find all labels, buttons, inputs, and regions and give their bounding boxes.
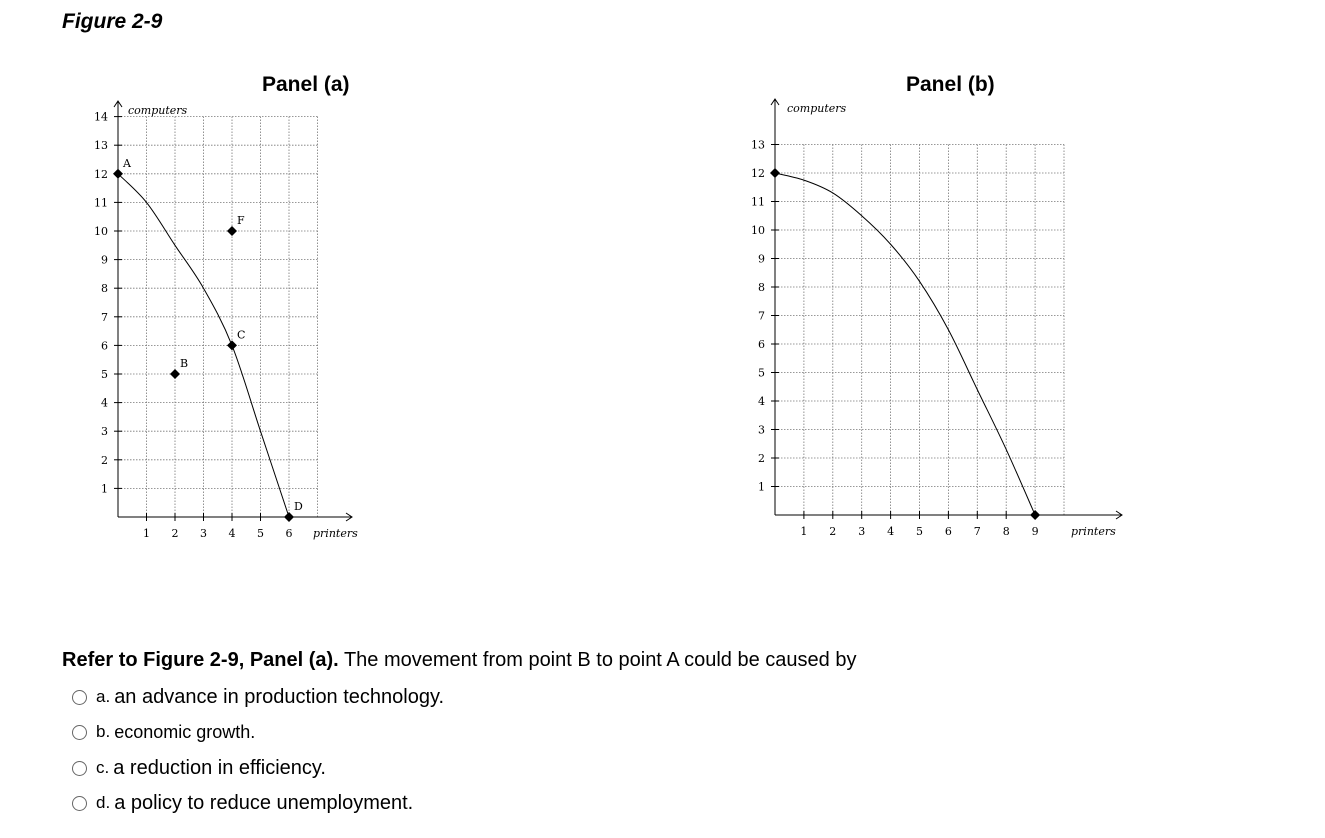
option-letter: a. [96,687,111,706]
x-tick-label: 2 [171,527,179,540]
point-label-b: B [180,357,189,370]
question-text [62,649,856,672]
y-tick-label: 9 [758,252,765,266]
y-tick-label: 8 [101,282,108,296]
y-tick-label: 7 [101,310,108,324]
data-point-diamond [1030,510,1040,520]
panel-a-chart [94,101,358,540]
y-tick-label: 12 [94,167,108,181]
option-d[interactable] [72,790,413,816]
option-a[interactable] [72,684,444,710]
option-text: an advance in production technology. [114,685,445,708]
panel-b-title: Panel (b) [906,73,995,96]
data-point-diamond [227,340,237,350]
y-tick-label: 11 [751,195,765,209]
option-letter: c. [96,758,110,777]
x-tick-label: 1 [800,525,808,538]
y-tick-label: 1 [101,482,108,496]
panel-a-title: Panel (a) [262,73,350,96]
point-label-f: F [237,214,245,227]
data-point-diamond [170,369,180,379]
point-label-d: D [294,500,303,513]
y-axis-label: computers [787,102,847,115]
y-tick-label: 13 [94,139,108,153]
x-tick-label: 8 [1002,525,1010,538]
option-c[interactable] [72,755,326,781]
y-tick-label: 13 [751,138,765,152]
y-tick-label: 1 [758,480,765,494]
question-body: The movement from point B to point A could be caused by [343,649,857,671]
figure-title: Figure 2-9 [62,10,163,33]
x-tick-label: 6 [944,525,952,538]
y-tick-label: 14 [94,110,108,124]
y-tick-label: 6 [101,339,108,353]
option-text: a policy to reduce unemployment. [114,791,414,814]
x-tick-label: 7 [973,525,981,538]
radio-button-icon[interactable] [72,690,87,705]
x-tick-label: 2 [829,525,837,538]
y-tick-label: 3 [101,425,108,439]
data-point-diamond [284,512,294,522]
option-text: a reduction in efficiency. [113,756,326,779]
x-tick-label: 4 [228,527,236,540]
data-point-diamond [770,168,780,178]
option-letter: b. [96,722,111,741]
x-tick-label: 3 [858,525,866,538]
question-lead: Refer to Figure 2-9, Panel (a). [62,649,339,671]
point-label-a: A [123,156,131,170]
x-tick-label: 9 [1031,525,1039,538]
y-tick-label: 5 [101,368,108,381]
radio-button-icon[interactable] [72,761,87,776]
x-tick-label: 5 [257,527,264,540]
y-tick-label: 5 [758,366,765,380]
x-axis-label: printers [1071,525,1116,538]
y-tick-label: 12 [751,167,765,180]
y-tick-label: 8 [758,281,765,294]
x-tick-label: 1 [143,527,150,540]
option-letter: d. [96,793,111,812]
option-text: economic growth. [114,721,256,742]
panel-b-chart [751,99,1122,538]
y-tick-label: 4 [758,395,765,408]
x-tick-label: 4 [887,525,895,538]
y-tick-label: 3 [758,423,765,437]
y-tick-label: 9 [101,253,108,267]
x-axis-label: printers [313,527,358,540]
radio-button-icon[interactable] [72,796,87,811]
y-tick-label: 10 [94,225,108,238]
option-b[interactable] [72,719,255,745]
y-tick-label: 7 [758,309,765,323]
data-point-diamond [227,226,237,236]
x-tick-label: 6 [285,527,293,540]
y-axis-label: computers [128,104,188,117]
point-label-c: C [237,328,246,342]
radio-button-icon[interactable] [72,725,87,740]
x-tick-label: 3 [200,527,207,540]
x-tick-label: 5 [916,525,923,538]
y-tick-label: 4 [101,396,108,410]
y-tick-label: 2 [758,452,765,465]
y-tick-label: 2 [101,453,108,467]
y-tick-label: 11 [94,196,108,210]
y-tick-label: 10 [751,224,765,237]
y-tick-label: 6 [758,338,765,351]
